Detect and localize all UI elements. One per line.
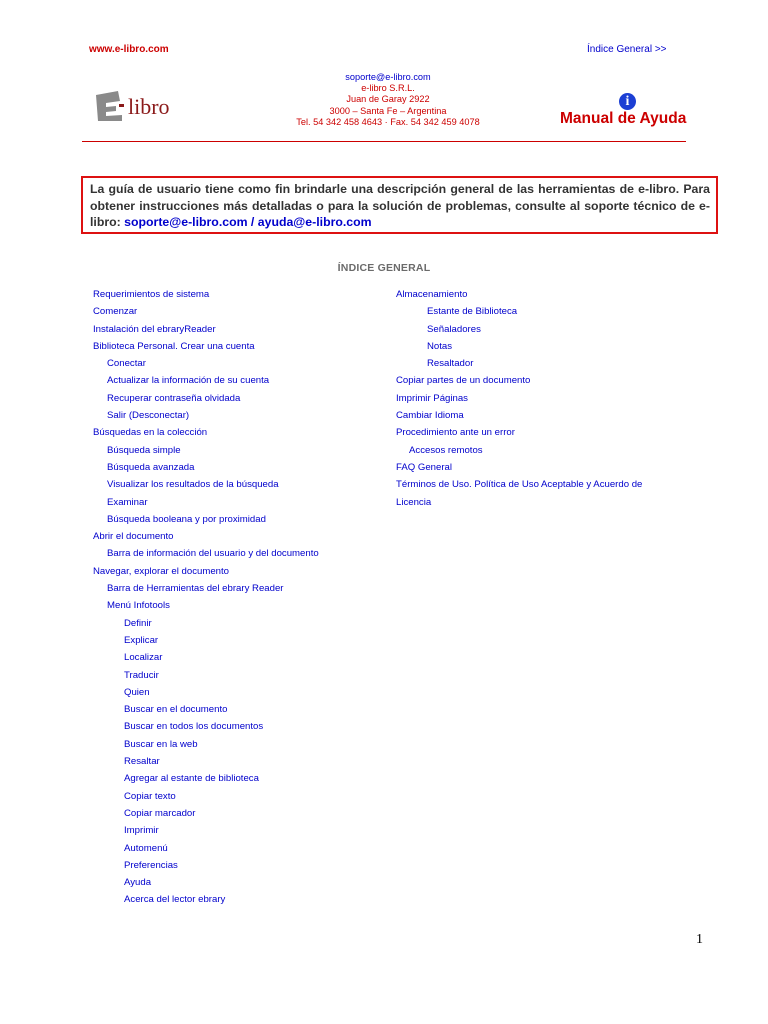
toc-link[interactable]: Señaladores [427,323,481,335]
toc-link[interactable]: Barra de Herramientas del ebrary Reader [107,583,284,595]
page-number: 1 [696,932,703,947]
toc-link[interactable]: Copiar partes de un documento [396,375,531,387]
toc-link[interactable]: Resaltar [124,756,160,768]
toc-link[interactable]: Salir (Desconectar) [107,410,190,422]
toc-link[interactable]: Barra de información del usuario y del documento [107,548,319,560]
toc-link[interactable]: Preferencias [124,859,178,871]
toc-link[interactable]: Automenú [124,842,168,854]
toc-link[interactable]: Examinar [107,496,148,508]
toc-link[interactable]: Buscar en todos los documentos [124,721,264,733]
contact-city: 3000 – Santa Fe – Argentina [329,105,447,116]
index-link[interactable]: Índice General >> [587,44,667,55]
toc-link[interactable]: Accesos remotos [409,444,483,456]
toc-link[interactable]: Traducir [124,669,159,681]
toc-link[interactable]: Búsqueda booleana y por proximidad [107,513,266,525]
index-title: ÍNDICE GENERAL [337,262,431,274]
toc-link[interactable]: Resaltador [427,358,474,370]
toc-link[interactable]: Instalación del ebraryReader [93,323,216,335]
toc-link[interactable]: Agregar al estante de biblioteca [124,773,259,785]
contact-block [270,72,506,128]
toc-link[interactable]: Imprimir [124,825,159,837]
toc-link[interactable]: Ayuda [124,877,152,889]
toc-link[interactable]: Biblioteca Personal. Crear una cuenta [93,340,255,352]
contact-email[interactable]: soporte@e-libro.com [345,72,431,82]
logo-wordmark: libro [128,94,170,119]
toc-link[interactable]: Búsqueda simple [107,444,181,456]
toc-link[interactable]: Buscar en el documento [124,704,228,716]
manual-title: Manual de Ayuda [560,110,687,127]
toc-link[interactable]: Visualizar los resultados de la búsqueda [107,479,279,491]
contact-company: e-libro S.R.L. [361,83,415,94]
toc-link[interactable]: Abrir el documento [93,531,174,543]
notice-text: La guía de usuario tiene como fin brindarle una descripción general de las herramientas de e-libro. Para obtener instrucciones más detalladas o para la solución de problemas, consulte al soporte técnico de e-libro: [90,182,710,230]
toc-link[interactable]: Explicar [124,634,159,646]
site-link[interactable]: www.e-libro.com [89,44,169,55]
contact-phone: Tel. 54 342 458 4643 · Fax. 54 342 459 4078 [296,116,480,127]
toc-link[interactable]: Copiar marcador [124,807,196,819]
index-right-column [396,288,676,513]
toc-link[interactable]: Cambiar Idioma [396,410,464,422]
header-divider [82,141,686,142]
toc-link[interactable]: Estante de Biblioteca [427,306,518,318]
toc-link[interactable]: Definir [124,617,152,629]
toc-link[interactable]: Navegar, explorar el documento [93,565,229,577]
toc-link[interactable]: Conectar [107,358,146,370]
toc-link[interactable]: Acerca del lector ebrary [124,894,226,906]
contact-street: Juan de Garay 2922 [346,94,430,105]
toc-link[interactable]: Quien [124,686,150,698]
toc-link[interactable]: Búsquedas en la colección [93,427,208,439]
index-left-column [93,288,383,911]
toc-link[interactable]: FAQ General [396,461,452,473]
toc-link[interactable]: Procedimiento ante un error [396,427,515,439]
toc-link[interactable]: Requerimientos de sistema [93,289,210,300]
toc-link[interactable]: Actualizar la información de su cuenta [107,375,270,387]
toc-link[interactable]: Menú Infotools [107,600,170,612]
toc-link[interactable]: Licencia [396,496,432,508]
toc-link[interactable]: Almacenamiento [396,289,468,300]
notice-box [81,176,718,234]
toc-link[interactable]: Notas [427,340,453,352]
toc-link[interactable]: Imprimir Páginas [396,392,468,404]
toc-link[interactable]: Copiar texto [124,790,176,802]
notice-email-ayuda[interactable]: ayuda@e-libro.com [257,215,372,230]
toc-link[interactable]: Búsqueda avanzada [107,461,195,473]
notice-email-soporte[interactable]: soporte@e-libro.com [124,215,248,230]
info-icon: i [619,93,636,110]
toc-link[interactable]: Buscar en la web [124,738,198,750]
toc-link[interactable]: Términos de Uso. Política de Uso Aceptable y Acuerdo de [396,479,643,491]
toc-link[interactable]: Comenzar [93,306,138,318]
toc-link[interactable]: Recuperar contraseña olvidada [107,392,241,404]
toc-link[interactable]: Localizar [124,652,163,664]
notice-separator: / [247,215,258,230]
